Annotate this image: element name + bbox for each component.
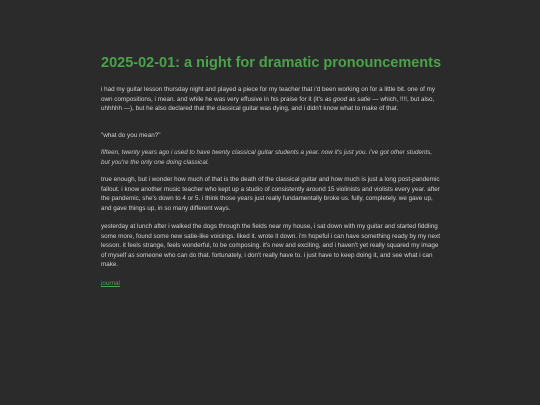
- post-title: 2025-02-01: a night for dramatic pronouncements: [101, 55, 442, 71]
- paragraph-lesson-start: i had my guitar lesson thursday night and played a piece for my teacher that i'd been working on for a little bit. one of my own compositions, i mean. and while he was very effusive in his praise for it (it's: [101, 86, 436, 103]
- journal-link[interactable]: journal: [101, 280, 120, 287]
- paragraph-teacher-quote: fifteen, twenty years ago i used to have twenty classical guitar students a year. now it's just you. i've got other students, but you're the only one doing classical.: [101, 149, 433, 166]
- paragraph-pandemic: true enough, but i wonder how much of that is the death of the classical guitar and how much is just a long post-pandemic fallout. i know another music teacher who kept up a studio of consistently around 15 violinists and violists every year. after the pandemic, she's down to 4 or 5. i think those years just really fundamentally broke us. fully, completely. we gave up, and gave things up, in so many different ways.: [101, 176, 440, 212]
- paragraph-lesson-end: — which, !!!!, but also, uhhhhh —), but he also declared that the classical guitar was dying, and i didn't know what to make of that.: [101, 95, 435, 113]
- paragraph-lesson: [101, 85, 441, 114]
- paragraph-question: "what do you mean?": [101, 132, 161, 139]
- paragraph-composing: yesterday at lunch after i walked the dogs through the fields near my house, i sat down with my guitar and started fiddling some more, found some new satie-like voicings. liked it. wrote it down. i'm hopeful i can have something ready by my next lesson. it feels strange, feels wonderful, to be composing. it's new and exciting, and i haven't yet really squared my image of myself as someone who can do that. fortunately, i don't really have to. i just have to keep doing it, and see what i can make.: [101, 223, 440, 269]
- emphasis-satie: as good as satie: [324, 95, 371, 103]
